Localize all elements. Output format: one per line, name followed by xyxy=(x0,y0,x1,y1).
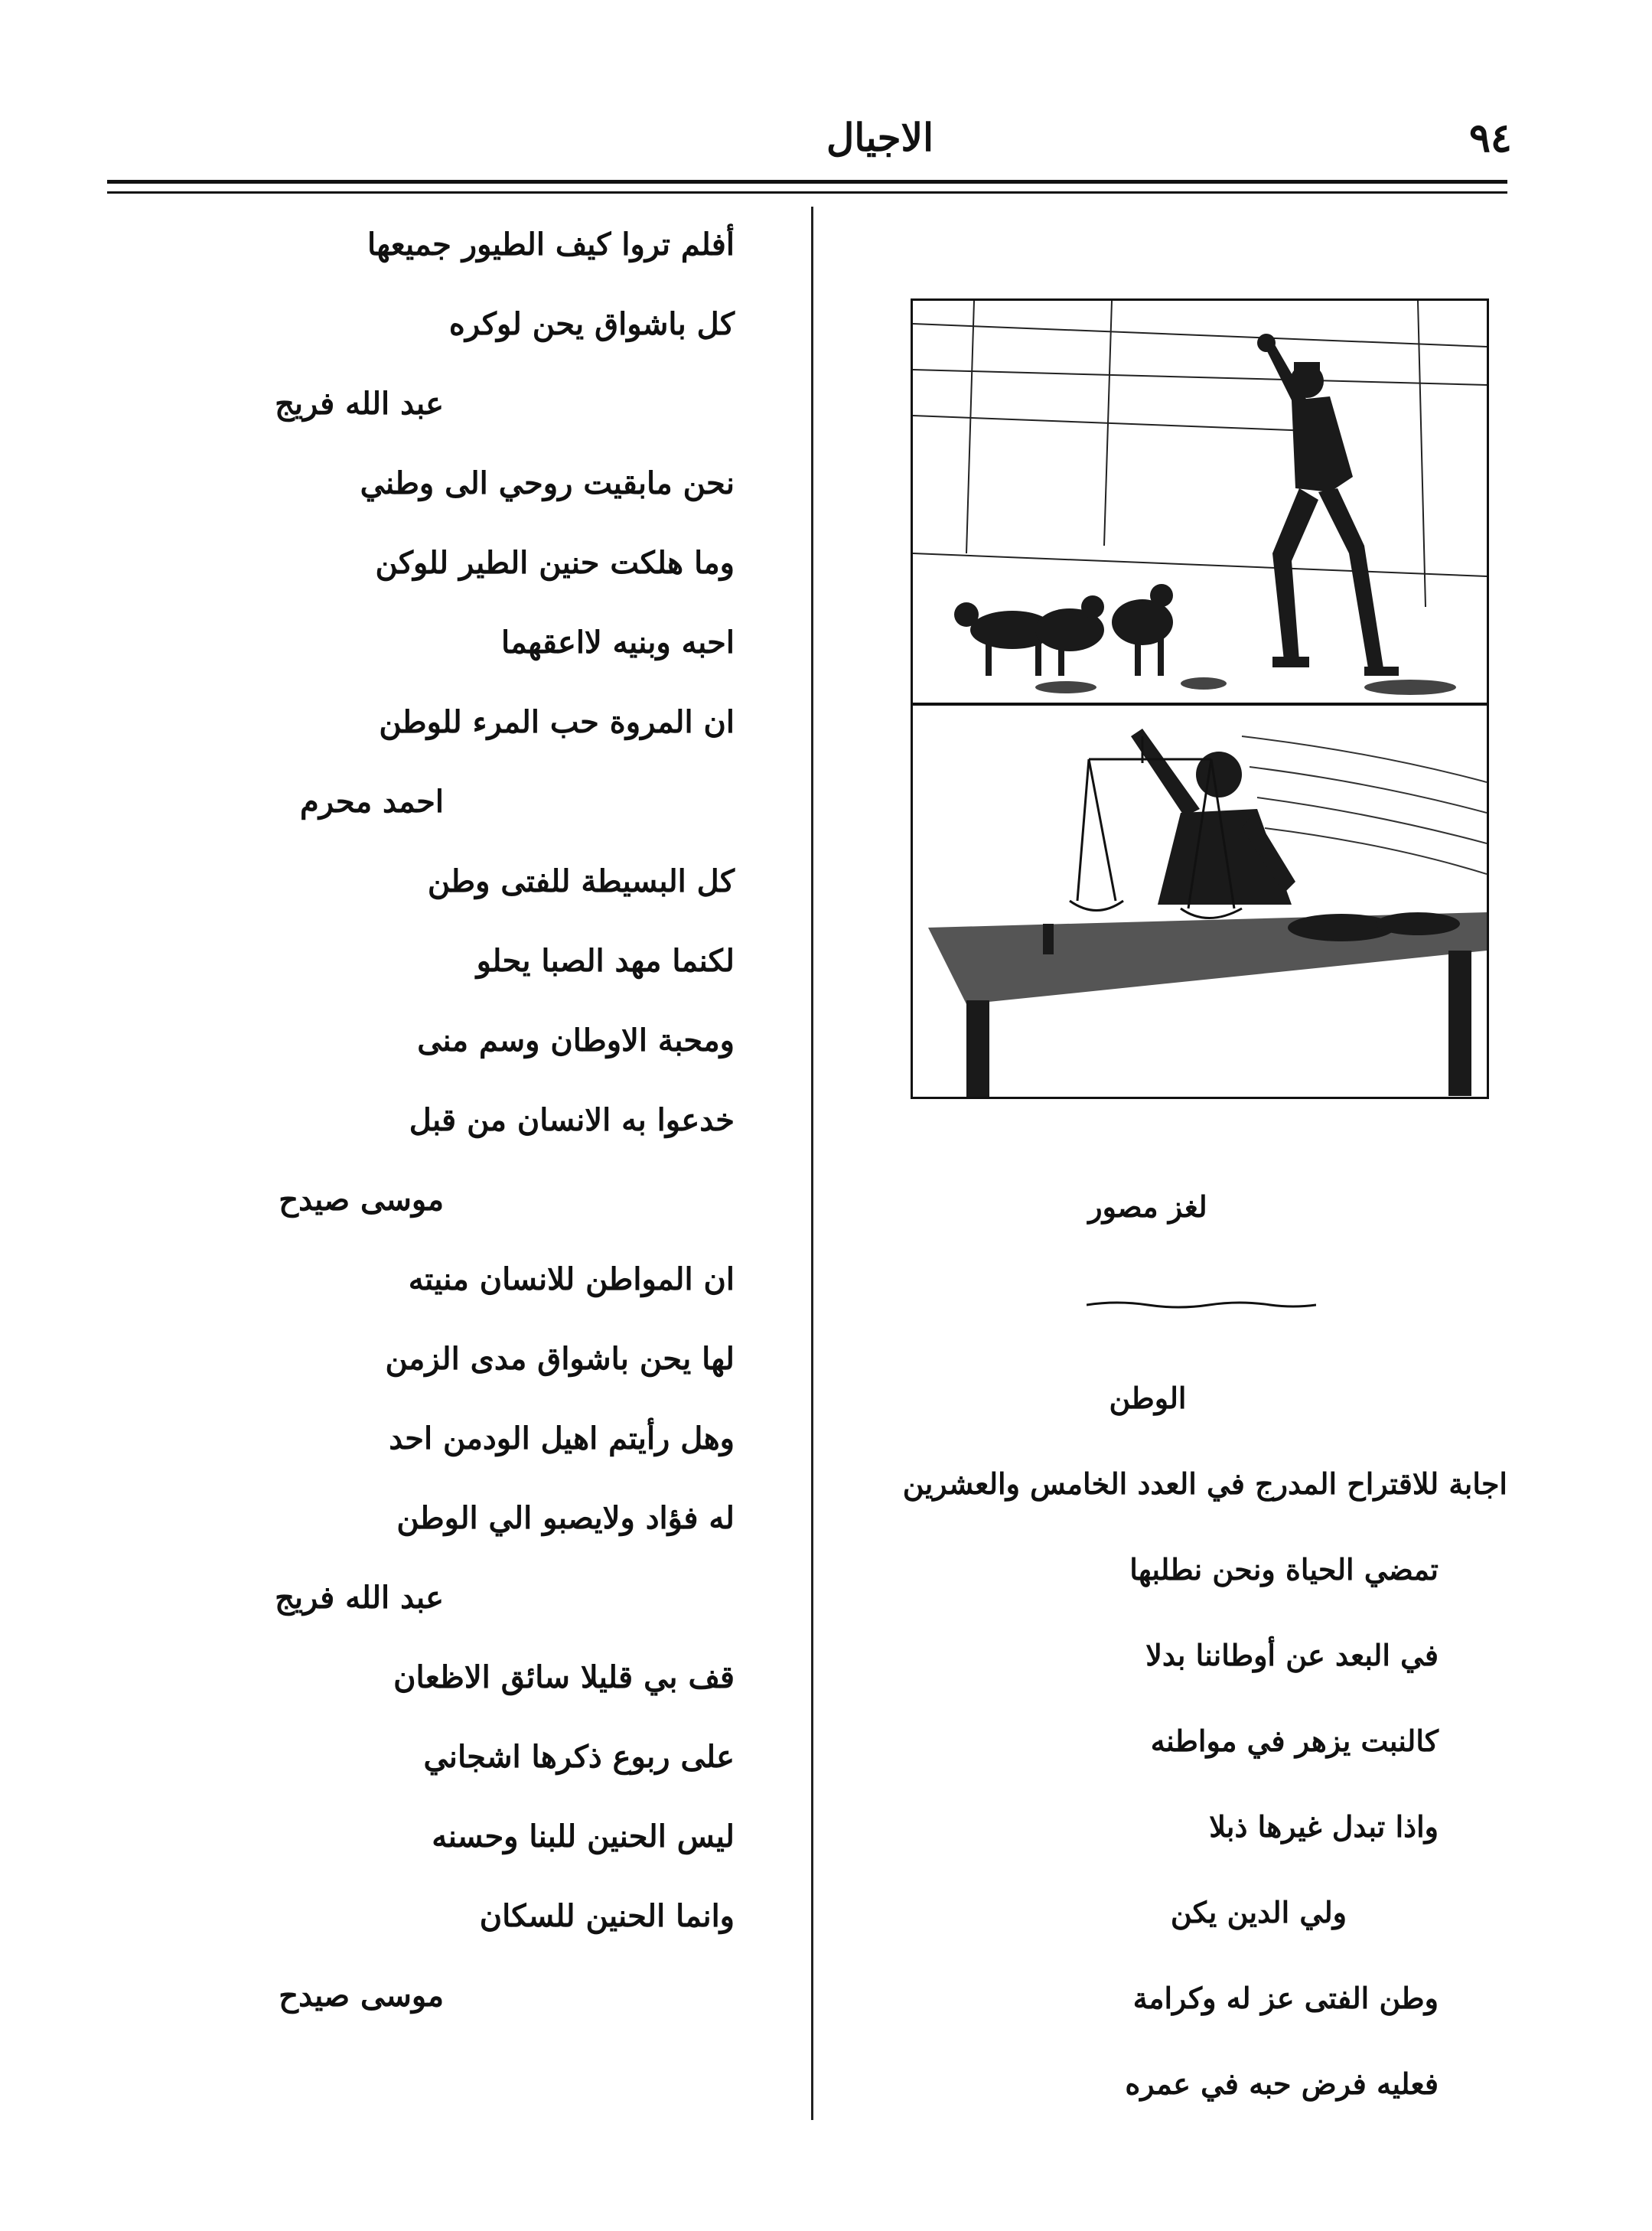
poem-line: ان المروة حب المرء للوطن xyxy=(379,704,735,740)
poem-line: احبه وبنيه لااعقهما xyxy=(500,625,735,660)
header-rule-thick xyxy=(107,180,1507,184)
poem-line: تمضي الحياة ونحن نطلبها xyxy=(1129,1552,1439,1587)
header-rule-thin xyxy=(107,191,1507,194)
poem-line: كل باشواق يحن لوكره xyxy=(448,306,735,342)
poem-line: كل البسيطة للفتى وطن xyxy=(427,863,735,899)
poem-line: وما هلكت حنين الطير للوكن xyxy=(375,545,735,581)
poem-line: في البعد عن أوطاننا بدلا xyxy=(1145,1638,1439,1672)
poet-signature: احمد محرم xyxy=(300,784,444,820)
poem-line: لها يحن باشواق مدى الزمن xyxy=(385,1341,735,1377)
answer-intro: اجابة للاقتراح المدرج في العدد الخامس والعشرين xyxy=(902,1466,1507,1501)
poem-line: فعليه فرض حبه في عمره xyxy=(1125,2066,1439,2101)
illustration-panel-top xyxy=(913,301,1487,706)
page-number: ٩٤ xyxy=(1469,115,1512,161)
poem-line: لكنما مهد الصبا يحلو xyxy=(476,943,735,979)
running-title: الاجيال xyxy=(826,115,934,160)
poem-line: له فؤاد ولايصبو الي الوطن xyxy=(396,1500,735,1536)
poet-signature: عبد الله فريج xyxy=(275,1580,444,1616)
poem-line: ومحبة الاوطان وسم منى xyxy=(417,1023,735,1058)
puzzle-caption: لغز مصور xyxy=(1088,1189,1207,1224)
poem-line: على ربوع ذكرها اشجاني xyxy=(423,1739,735,1775)
puzzle-answer: الوطن xyxy=(1109,1381,1187,1415)
illustration-panel-bottom xyxy=(913,706,1487,1097)
poem-line: قف بي قليلا سائق الاظعان xyxy=(393,1659,735,1695)
rebus-illustration xyxy=(911,298,1489,1099)
column-divider xyxy=(811,207,813,2120)
poem-line: ان المواطن للانسان منيته xyxy=(408,1261,735,1297)
poem-line: ليس الحنين للبنا وحسنه xyxy=(432,1818,735,1854)
poem-line: كالنبت يزهر في مواطنه xyxy=(1150,1724,1439,1758)
page-header xyxy=(107,115,1512,176)
poet-signature: موسى صيدح xyxy=(279,1182,444,1218)
poet-signature: موسى صيدح xyxy=(279,1978,444,2014)
poem-line: وهل رأيتم اهيل الودمن احد xyxy=(389,1420,735,1456)
poem-line: أفلم تروا كيف الطيور جميعها xyxy=(367,227,735,263)
poet-signature: ولي الدين يكن xyxy=(1170,1895,1347,1929)
decorative-ornament xyxy=(1087,1297,1316,1313)
poem-line: نحن مابقيت روحي الى وطني xyxy=(360,465,735,501)
poem-line: واذا تبدل غيرها ذبلا xyxy=(1209,1809,1439,1844)
right-column-text xyxy=(849,1466,1507,2155)
poem-line: خدعوا به الانسان من قبل xyxy=(409,1102,735,1138)
poem-line: وانما الحنين للسكان xyxy=(479,1898,735,1934)
left-column xyxy=(153,227,735,2060)
poet-signature: عبد الله فريج xyxy=(275,386,444,422)
poem-line: وطن الفتى عز له وكرامة xyxy=(1132,1981,1439,2015)
